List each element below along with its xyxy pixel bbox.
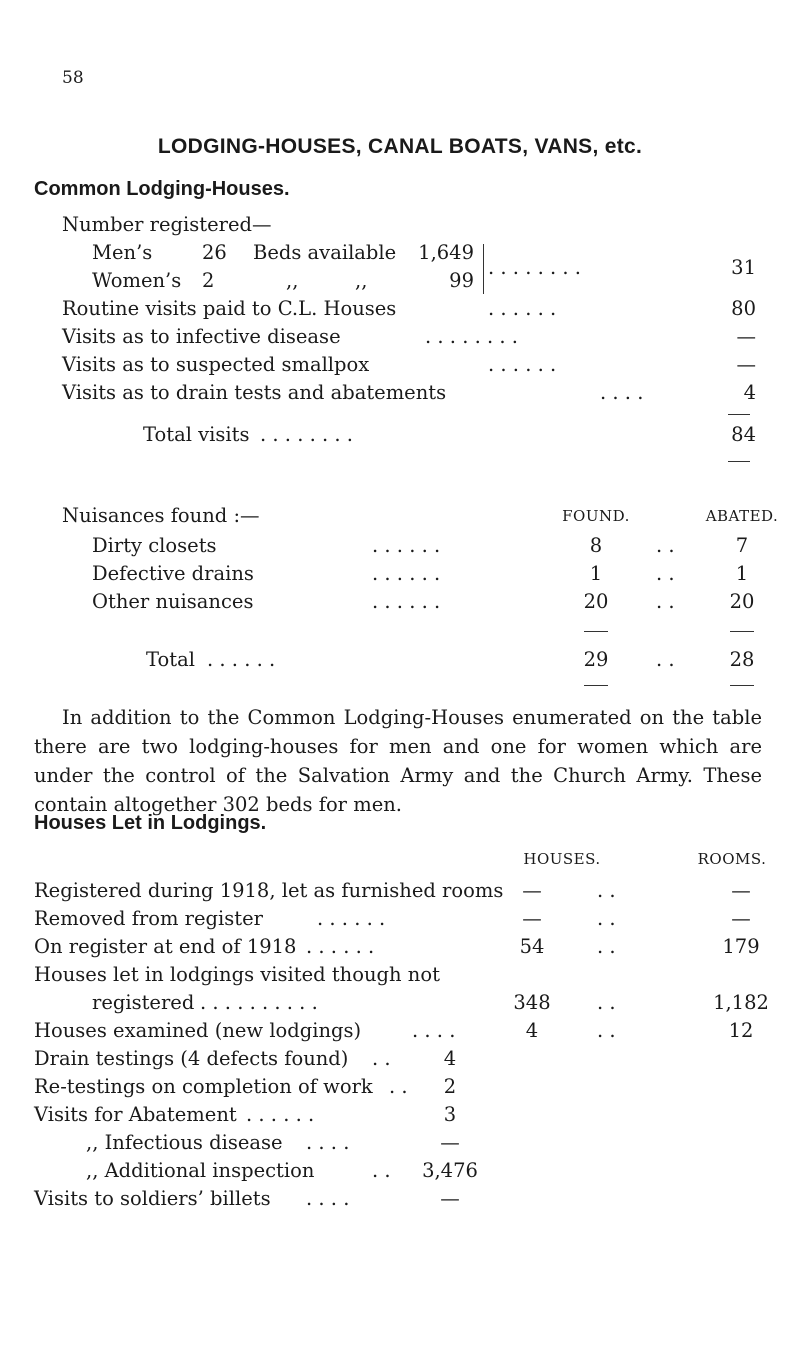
- registered-total: 31: [731, 256, 756, 279]
- mens-count: 26: [202, 241, 227, 264]
- leader-dots: . .: [372, 1047, 391, 1070]
- houses-let-label: Houses let in lodgings visited though not: [34, 963, 440, 986]
- leader-dots: . .: [656, 534, 675, 557]
- houses-let-label: Houses examined (new lodgings): [34, 1019, 362, 1042]
- leader-dots: . . . . . .: [488, 297, 557, 320]
- rooms-value: 179: [722, 935, 760, 958]
- houses-value: 54: [519, 935, 545, 958]
- inspection-label: Visits to soldiers’ billets: [34, 1187, 271, 1210]
- mens-label: Men’s: [92, 241, 153, 264]
- section-heading-common-lodging: Common Lodging-Houses.: [34, 178, 290, 200]
- rule: [728, 414, 750, 415]
- leader-dots: . . . . . . . .: [260, 423, 353, 446]
- nuisance-total-found: 29: [583, 648, 609, 671]
- leader-dots: . . . .: [306, 1131, 350, 1154]
- brace-mark: [478, 244, 484, 294]
- leader-dots: . . . . . .: [246, 1103, 315, 1126]
- inspection-value: 3,476: [422, 1159, 478, 1182]
- mens-beds: 1,649: [418, 241, 474, 264]
- inspection-value: —: [440, 1187, 460, 1210]
- rooms-value: —: [731, 879, 751, 902]
- leader-dots: . .: [656, 590, 675, 613]
- leader-dots: . . . . . .: [372, 534, 441, 557]
- houses-let-label: Registered during 1918, let as furnished rooms: [34, 879, 504, 902]
- total-visits-value: 84: [731, 423, 756, 446]
- rule: [584, 685, 608, 686]
- leader-dots: . . . .: [600, 381, 644, 404]
- inspection-value: —: [440, 1131, 460, 1154]
- houses-value: 348: [513, 991, 551, 1014]
- visit-value: —: [736, 325, 756, 348]
- leader-dots: . . . . . .: [207, 648, 276, 671]
- nuisance-label: Other nuisances: [92, 590, 254, 613]
- leader-dots: . .: [389, 1075, 408, 1098]
- inspection-label: Visits for Abatement: [34, 1103, 237, 1126]
- womens-beds: 99: [449, 269, 474, 292]
- rule: [584, 631, 608, 632]
- leader-dots: . . . . . . . .: [488, 256, 581, 279]
- rooms-value: —: [731, 907, 751, 930]
- inspection-label: ,, Infectious disease: [86, 1131, 283, 1154]
- rule: [730, 631, 754, 632]
- nuisance-abated: 7: [735, 534, 749, 557]
- nuisance-abated: 1: [735, 562, 749, 585]
- leader-dots: . . . . . . . . . .: [200, 991, 318, 1014]
- rooms-value: 1,182: [713, 991, 769, 1014]
- inspection-label: Drain testings (4 defects found): [34, 1047, 349, 1070]
- leader-dots: . . . . . .: [372, 562, 441, 585]
- inspection-value: 4: [443, 1047, 457, 1070]
- leader-dots: . .: [597, 879, 616, 902]
- leader-dots: . .: [656, 648, 675, 671]
- inspection-value: 2: [443, 1075, 457, 1098]
- womens-label: Women’s: [92, 269, 182, 292]
- visit-label: Routine visits paid to C.L. Houses: [62, 297, 397, 320]
- nuisance-total-abated: 28: [729, 648, 755, 671]
- houses-let-label: On register at end of 1918: [34, 935, 297, 958]
- visit-value: 4: [743, 381, 756, 404]
- nuisance-found: 1: [589, 562, 603, 585]
- leader-dots: . .: [372, 1159, 391, 1182]
- body-paragraph: In addition to the Common Lodging-Houses enumerated on the table there are two lodging-houses for men and one for women which are under the control of the Salvation Army and the Church Army. These contain altogether 302 beds for men.: [34, 706, 762, 816]
- rule: [728, 461, 750, 462]
- section-heading-houses-let: Houses Let in Lodgings.: [34, 812, 267, 834]
- leader-dots: . . . .: [306, 1187, 350, 1210]
- inspection-label: Re-testings on completion of work: [34, 1075, 373, 1098]
- inspection-label: ,, Additional inspection: [86, 1159, 315, 1182]
- leader-dots: . . . . . . . .: [425, 325, 518, 348]
- leader-dots: . . . .: [412, 1019, 456, 1042]
- nuisance-label: Defective drains: [92, 562, 254, 585]
- ditto-mark: ,,: [286, 269, 299, 292]
- leader-dots: . .: [597, 907, 616, 930]
- col-houses-header: HOUSES.: [523, 850, 601, 868]
- leader-dots: . . . . . .: [317, 907, 386, 930]
- rooms-value: 12: [728, 1019, 754, 1042]
- page-title: LODGING-HOUSES, CANAL BOATS, VANS, etc.: [157, 135, 643, 158]
- col-found-header: FOUND.: [562, 507, 630, 525]
- visit-label: Visits as to infective disease: [62, 325, 341, 348]
- number-registered-label: Number registered—: [62, 213, 272, 236]
- nuisance-found: 8: [589, 534, 603, 557]
- leader-dots: . .: [597, 991, 616, 1014]
- leader-dots: . .: [597, 935, 616, 958]
- houses-value: —: [522, 879, 542, 902]
- houses-let-label: Removed from register: [34, 907, 263, 930]
- beds-available-label: Beds available: [253, 241, 397, 264]
- col-abated-header: ABATED.: [705, 507, 779, 525]
- houses-let-label: registered: [92, 991, 195, 1014]
- col-rooms-header: ROOMS.: [697, 850, 767, 868]
- page-number: 58: [62, 68, 84, 88]
- leader-dots: . .: [656, 562, 675, 585]
- leader-dots: . .: [597, 1019, 616, 1042]
- nuisance-total-label: Total: [146, 648, 195, 671]
- houses-value: 4: [525, 1019, 539, 1042]
- womens-count: 2: [202, 269, 215, 292]
- rule: [730, 685, 754, 686]
- visit-value: 80: [731, 297, 756, 320]
- visit-label: Visits as to drain tests and abatements: [62, 381, 447, 404]
- total-visits-label: Total visits: [143, 423, 250, 446]
- inspection-value: 3: [443, 1103, 457, 1126]
- nuisance-found: 20: [583, 590, 609, 613]
- leader-dots: . . . . . .: [306, 935, 375, 958]
- leader-dots: . . . . . .: [372, 590, 441, 613]
- nuisances-heading: Nuisances found :—: [62, 504, 260, 527]
- ditto-mark: ,,: [355, 269, 368, 292]
- nuisance-label: Dirty closets: [92, 534, 217, 557]
- nuisance-abated: 20: [729, 590, 755, 613]
- visit-label: Visits as to suspected smallpox: [62, 353, 370, 376]
- houses-value: —: [522, 907, 542, 930]
- visit-value: —: [736, 353, 756, 376]
- leader-dots: . . . . . .: [488, 353, 557, 376]
